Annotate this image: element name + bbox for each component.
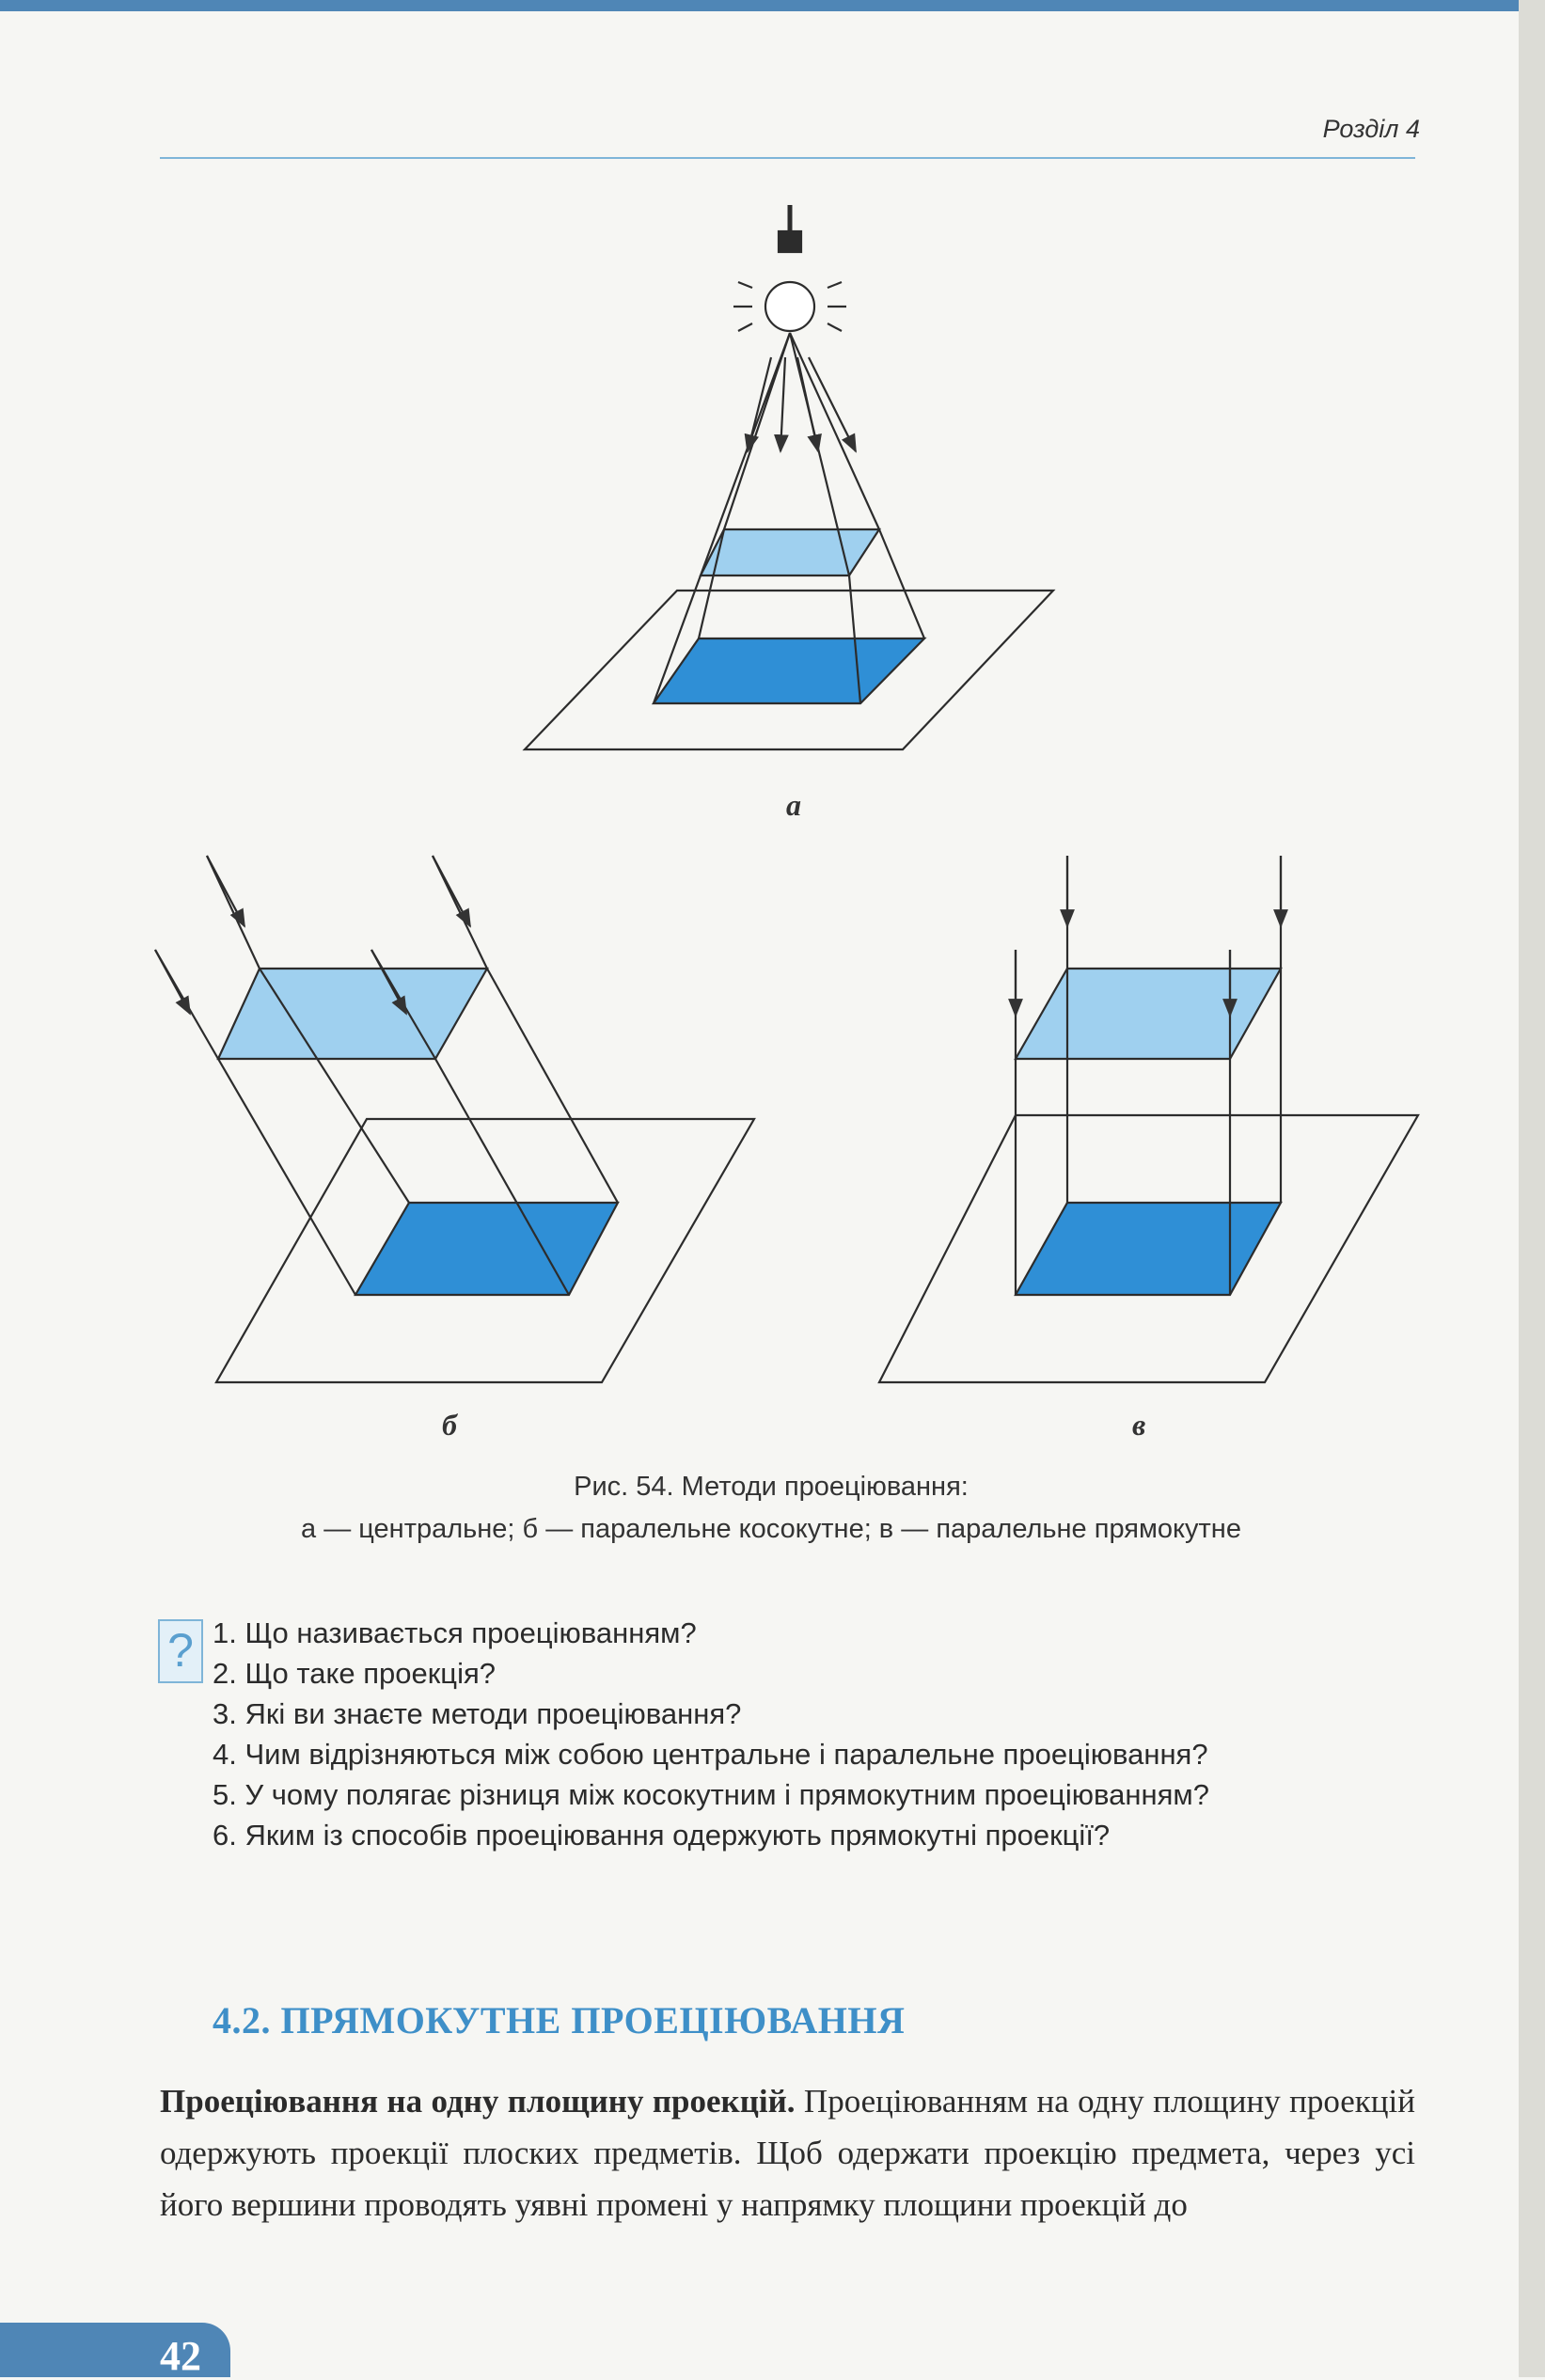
question-mark-icon: ? xyxy=(158,1619,203,1683)
paragraph-text: Проеціюванням на одну площину проекцій одержують проекції плоских предметів. Щоб одержати проекцію предмета, через усі його вершини проводять уявні промені у напрямку площини проекцій до xyxy=(160,2083,1415,2223)
question-item: 3. Які ви знаєте методи проеціювання? xyxy=(213,1697,742,1730)
review-questions xyxy=(213,1613,1426,1855)
projection-a xyxy=(654,638,924,703)
paragraph-lead: Проеціювання на одну площину проекцій. xyxy=(160,2083,796,2120)
question-item: 1. Що називається проеціюванням? xyxy=(213,1616,697,1649)
figure-label-b: б xyxy=(442,1408,457,1442)
question-item: 6. Яким із способів проеціювання одержують прямокутні проекції? xyxy=(213,1819,1111,1852)
body-paragraph xyxy=(160,2075,1415,2230)
object-v xyxy=(1016,969,1281,1059)
object-b xyxy=(218,969,487,1059)
section-title: 4.2. ПРЯМОКУТНЕ ПРОЕЦІЮВАННЯ xyxy=(213,1999,906,2041)
projection-b xyxy=(355,1203,618,1295)
section-header: Розділ 4 xyxy=(1322,115,1420,143)
page-number: 42 xyxy=(160,2333,201,2379)
projection-v xyxy=(1016,1203,1281,1295)
question-item: 2. Що таке проекція? xyxy=(213,1657,496,1690)
figure-label-v: в xyxy=(1132,1408,1146,1442)
figure-label-a: а xyxy=(786,788,801,822)
lamp-bulb-icon xyxy=(765,282,814,331)
question-item: 5. У чому полягає різниця між косокутним і прямокутним проеціюванням? xyxy=(213,1778,1209,1811)
figure-b-oblique xyxy=(155,856,754,1382)
figure-v-orthogonal xyxy=(879,856,1418,1382)
object-a xyxy=(701,529,879,575)
figure-caption-legend: а — центральне; б — паралельне косокутне; в — паралельне прямокутне xyxy=(301,1514,1241,1544)
lamp-socket xyxy=(779,231,801,252)
figure-caption-title: Рис. 54. Методи проеціювання: xyxy=(574,1472,969,1502)
question-item: 4. Чим відрізняються між собою центральне і паралельне проеціювання? xyxy=(213,1738,1208,1771)
figure-a-central xyxy=(525,205,1053,749)
